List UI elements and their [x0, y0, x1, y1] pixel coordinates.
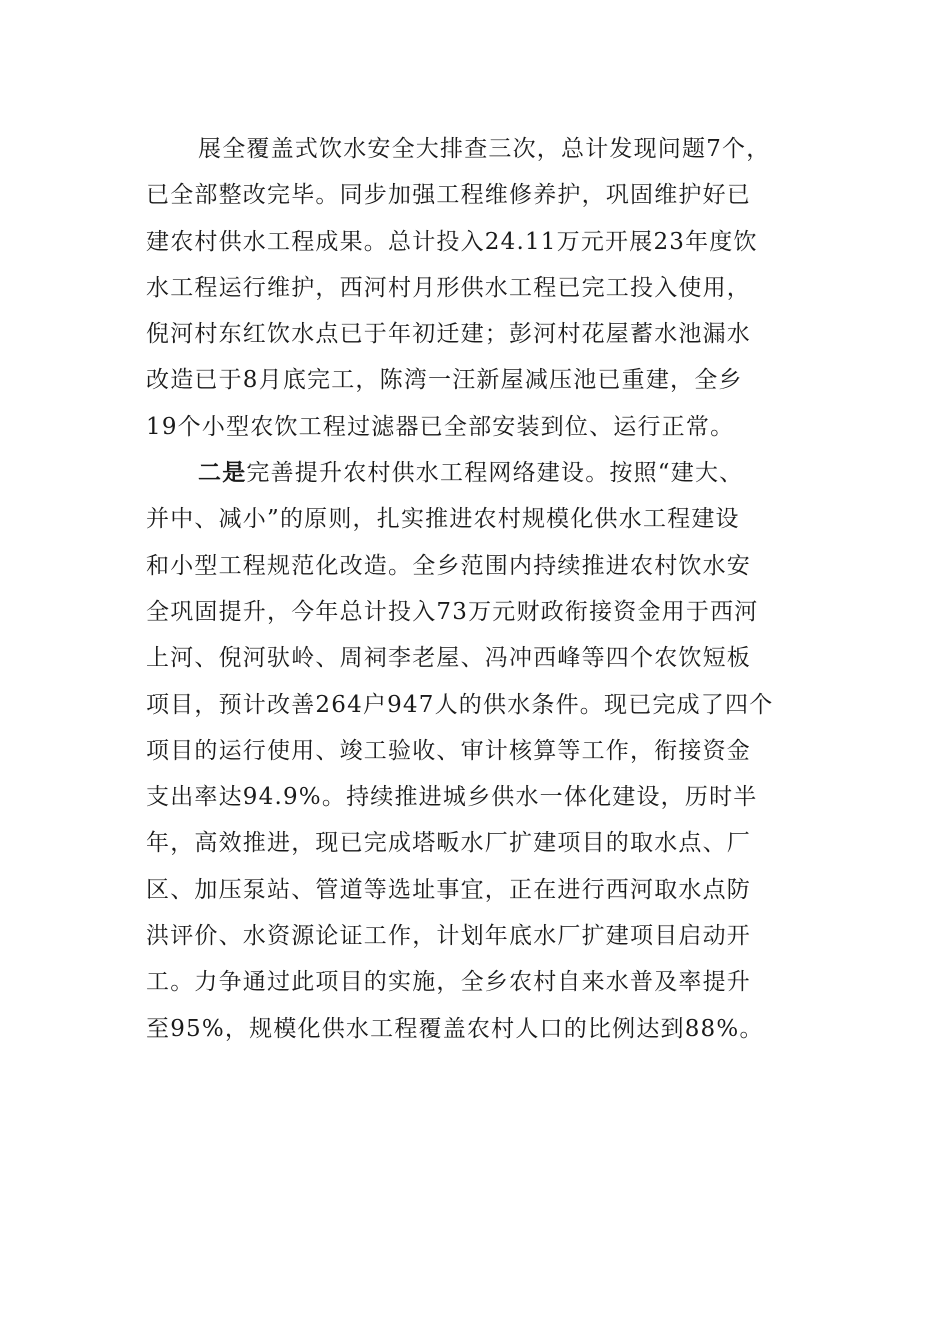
paragraph-line: 并中、减小”的原则，扎实推进农村规模化供水工程建设 [146, 506, 740, 533]
paragraph-line: 项目，预计改善264户947人的供水条件。现已完成了四个 [146, 691, 774, 718]
paragraph-line: 上河、倪河驮岭、周祠李老屋、冯冲西峰等四个农饮短板 [146, 645, 751, 672]
paragraph-line: 项目的运行使用、竣工验收、审计核算等工作，衔接资金 [146, 737, 751, 764]
paragraph-line-rest: 完善提升农村供水工程网络建设。按照“建大、 [246, 460, 744, 487]
paragraph-line: 区、加压泵站、管道等选址事宜，正在进行西河取水点防 [146, 876, 751, 903]
paragraph-line: 倪河村东红饮水点已于年初迁建；彭河村花屋蓄水池漏水 [146, 321, 751, 348]
paragraph-lead-bold: 二是 [198, 459, 247, 487]
paragraph-1 [146, 126, 816, 450]
paragraph-line: 工。力争通过此项目的实施，全乡农村自来水普及率提升 [146, 969, 751, 996]
paragraph-line: 已全部整改完毕。同步加强工程维修养护，巩固维护好已 [146, 182, 751, 209]
paragraph-2 [146, 450, 816, 1052]
document-body [146, 126, 816, 1052]
paragraph-line: 水工程运行维护，西河村月形供水工程已完工投入使用， [146, 274, 751, 301]
paragraph-line: 展全覆盖式饮水安全大排查三次，总计发现问题7个， [198, 136, 771, 162]
paragraph-line: 改造已于8月底完工，陈湾一汪新屋减压池已重建，全乡 [146, 367, 743, 394]
paragraph-line: 全巩固提升，今年总计投入73万元财政衔接资金用于西河 [146, 598, 759, 625]
paragraph-line: 19个小型农饮工程过滤器已全部安装到位、运行正常。 [146, 413, 735, 440]
paragraph-line: 建农村供水工程成果。总计投入24.11万元开展23年度饮 [146, 228, 758, 255]
paragraph-line: 年，高效推进，现已完成塔畈水厂扩建项目的取水点、厂 [146, 830, 751, 857]
paragraph-line: 和小型工程规范化改造。全乡范围内持续推进农村饮水安 [146, 552, 751, 579]
paragraph-line: 洪评价、水资源论证工作，计划年底水厂扩建项目启动开 [146, 923, 751, 950]
paragraph-line: 至95%，规模化供水工程覆盖农村人口的比例达到88%。 [146, 1015, 764, 1042]
paragraph-line: 支出率达94.9%。持续推进城乡供水一体化建设，历时半 [146, 784, 758, 811]
paragraph-first-line [146, 450, 816, 496]
